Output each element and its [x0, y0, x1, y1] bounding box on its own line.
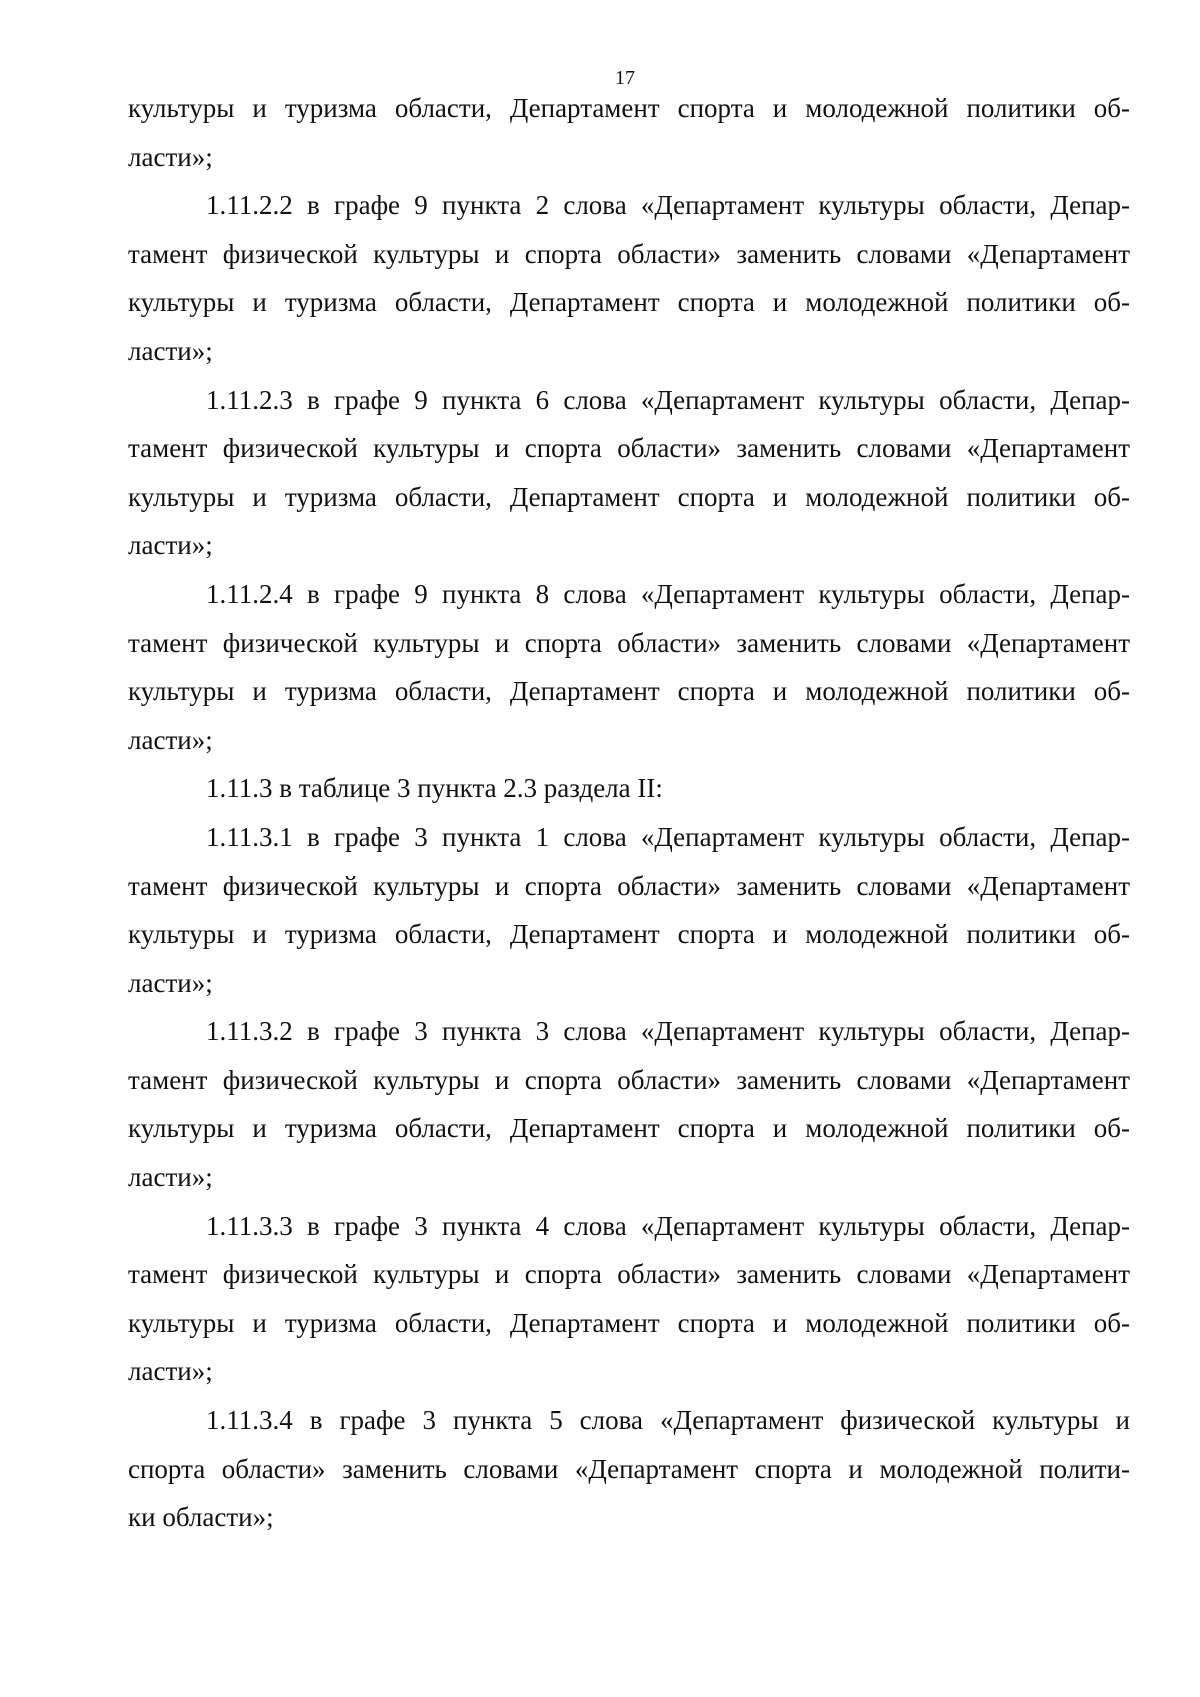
text-line: 1.11.2.3 в графе 9 пункта 6 слова «Департамент культуры области, Депар- [206, 384, 1130, 415]
text-line: ласти»; [128, 1162, 213, 1193]
document-body [128, 84, 1130, 1542]
text-line: тамент физической культуры и спорта области» заменить словами «Департамент [128, 1259, 1130, 1290]
text-line: ласти»; [128, 335, 213, 366]
text-line: тамент физической культуры и спорта области» заменить словами «Департамент [128, 1064, 1130, 1095]
text-line: тамент физической культуры и спорта области» заменить словами «Департамент [128, 627, 1130, 658]
text-line: тамент физической культуры и спорта области» заменить словами «Департамент [128, 870, 1130, 901]
text-line: 1.11.3 в таблице 3 пункта 2.3 раздела II: [206, 773, 663, 804]
text-line: 1.11.3.3 в графе 3 пункта 4 слова «Департамент культуры области, Депар- [206, 1210, 1130, 1241]
text-line: 1.11.2.4 в графе 9 пункта 8 слова «Департамент культуры области, Депар- [206, 578, 1130, 609]
text-line: культуры и туризма области, Департамент спорта и молодежной политики об- [128, 1113, 1130, 1144]
text-line: культуры и туризма области, Департамент спорта и молодежной политики об- [128, 287, 1130, 318]
text-line: 1.11.3.2 в графе 3 пункта 3 слова «Департамент культуры области, Депар- [206, 1016, 1130, 1047]
text-line: культуры и туризма области, Департамент спорта и молодежной политики об- [128, 676, 1130, 707]
text-line: культуры и туризма области, Департамент спорта и молодежной политики об- [128, 1307, 1130, 1338]
text-line: ласти»; [128, 530, 213, 561]
text-line: тамент физической культуры и спорта области» заменить словами «Департамент [128, 433, 1130, 464]
text-line: ласти»; [128, 141, 213, 172]
text-line: тамент физической культуры и спорта области» заменить словами «Департамент [128, 238, 1130, 269]
text-line: 1.11.2.2 в графе 9 пункта 2 слова «Департамент культуры области, Депар- [206, 190, 1130, 221]
text-line: культуры и туризма области, Департамент спорта и молодежной политики об- [128, 481, 1130, 512]
text-line: ки области»; [128, 1502, 274, 1533]
text-line: ласти»; [128, 967, 213, 998]
text-line: ласти»; [128, 1356, 213, 1387]
text-line: спорта области» заменить словами «Департамент спорта и молодежной полити- [128, 1453, 1130, 1484]
text-line: 1.11.3.4 в графе 3 пункта 5 слова «Департамент физической культуры и [206, 1405, 1130, 1436]
page-number: 17 [615, 67, 635, 89]
text-line: 1.11.3.1 в графе 3 пункта 1 слова «Департамент культуры области, Депар- [206, 821, 1130, 852]
text-line: культуры и туризма области, Департамент спорта и молодежной политики об- [128, 919, 1130, 950]
text-line: ласти»; [128, 724, 213, 755]
text-line: культуры и туризма области, Департамент спорта и молодежной политики об- [128, 93, 1130, 123]
